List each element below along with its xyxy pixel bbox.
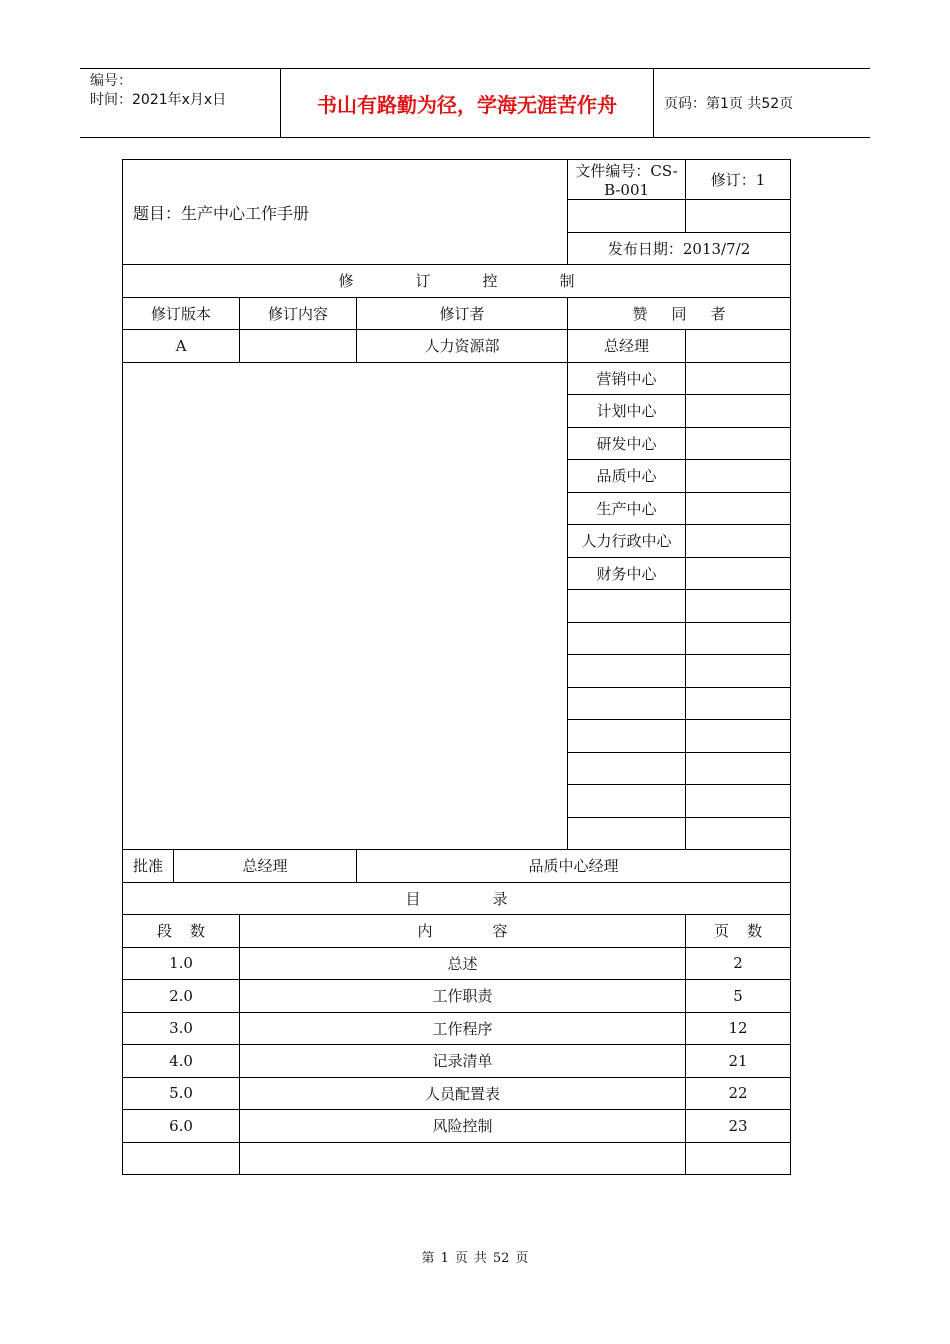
empty-cell [686, 622, 791, 655]
col-reviser: 修订者 [357, 297, 568, 330]
revision-content [240, 330, 357, 363]
footer-text: 页 [454, 1251, 468, 1266]
empty-cell [686, 785, 791, 818]
empty-cell [686, 687, 791, 720]
toc-section: 4.0 [123, 1045, 240, 1078]
approver-char: 者 [710, 304, 726, 323]
approver-char: 赞 [632, 304, 648, 323]
toc-col-section [123, 915, 240, 948]
heading-char: 制 [559, 272, 575, 291]
toc-row [123, 1142, 791, 1175]
toc-page: 2 [686, 947, 791, 980]
empty-cell [686, 817, 791, 850]
time-label: 时间：2021年x月x日 [90, 92, 227, 108]
toc-row [123, 1077, 791, 1110]
approver-name: 生产中心 [568, 492, 686, 525]
empty-cell [568, 785, 686, 818]
approver-name: 品质中心 [568, 460, 686, 493]
toc-row [123, 947, 791, 980]
signature-cell [686, 330, 791, 363]
toc-row [123, 980, 791, 1013]
heading-char: 控 [482, 272, 498, 291]
empty-cell [568, 655, 686, 688]
footer-total-pages: 52 [492, 1251, 510, 1266]
empty-cell [686, 752, 791, 785]
toc-content: 人员配置表 [240, 1077, 686, 1110]
approve-gm: 总经理 [174, 850, 357, 883]
toc-content: 工作职责 [240, 980, 686, 1013]
toc-col-page [686, 915, 791, 948]
signature-cell [686, 427, 791, 460]
header-slogan: 书山有路勤为径，学海无涯苦作舟 [281, 69, 654, 137]
empty-cell [686, 200, 791, 233]
approver-name: 计划中心 [568, 395, 686, 428]
toc-col-char: 数 [190, 922, 206, 941]
empty-cell [568, 817, 686, 850]
header-meta [80, 69, 281, 137]
toc-section: 2.0 [123, 980, 240, 1013]
footer-text: 页 [515, 1251, 529, 1266]
revision-blank-area [123, 362, 568, 850]
signature-cell [686, 362, 791, 395]
toc-section: 5.0 [123, 1077, 240, 1110]
empty-cell [568, 622, 686, 655]
revision-number: 修订：1 [686, 160, 791, 200]
heading-char: 订 [415, 272, 431, 291]
signature-cell [686, 557, 791, 590]
heading-char: 修 [338, 272, 354, 291]
footer-text: 共 [473, 1251, 487, 1266]
toc-content: 风险控制 [240, 1110, 686, 1143]
toc-col-char: 数 [747, 922, 763, 941]
empty-cell [568, 752, 686, 785]
toc-row [123, 1045, 791, 1078]
signature-cell [686, 525, 791, 558]
approver-name: 人力行政中心 [568, 525, 686, 558]
toc-heading-char: 目 [405, 889, 421, 908]
toc-col-char: 容 [492, 922, 508, 941]
page-header [80, 68, 870, 138]
approve-qc: 品质中心经理 [357, 850, 791, 883]
empty-cell [686, 720, 791, 753]
toc-page: 23 [686, 1110, 791, 1143]
toc-col-char: 页 [714, 922, 730, 941]
toc-page: 21 [686, 1045, 791, 1078]
revision-reviser: 人力资源部 [357, 330, 568, 363]
toc-content: 总述 [240, 947, 686, 980]
empty-cell [568, 200, 686, 233]
signature-cell [686, 395, 791, 428]
page-footer [0, 1247, 950, 1266]
approve-label: 批准 [123, 850, 174, 883]
file-number: 文件编号：CS-B-001 [568, 160, 686, 200]
approver-name: 总经理 [568, 330, 686, 363]
empty-cell [568, 590, 686, 623]
toc-page: 12 [686, 1012, 791, 1045]
toc-page: 5 [686, 980, 791, 1013]
empty-cell [123, 1142, 240, 1175]
empty-cell [240, 1142, 686, 1175]
empty-cell [686, 590, 791, 623]
approver-name: 研发中心 [568, 427, 686, 460]
toc-section: 1.0 [123, 947, 240, 980]
col-version: 修订版本 [123, 297, 240, 330]
revision-version: A [123, 330, 240, 363]
approver-char: 同 [671, 304, 687, 323]
toc-col-char: 内 [417, 922, 433, 941]
signature-cell [686, 460, 791, 493]
toc-content: 记录清单 [240, 1045, 686, 1078]
empty-cell [686, 655, 791, 688]
toc-page: 22 [686, 1077, 791, 1110]
approver-name: 营销中心 [568, 362, 686, 395]
signature-cell [686, 492, 791, 525]
toc-heading [123, 882, 791, 915]
toc-col-content [240, 915, 686, 948]
approver-name: 财务中心 [568, 557, 686, 590]
col-approver [568, 297, 791, 330]
toc-row [123, 1110, 791, 1143]
col-content: 修订内容 [240, 297, 357, 330]
footer-page-number: 1 [440, 1251, 449, 1266]
empty-cell [568, 720, 686, 753]
document-title: 题目：生产中心工作手册 [123, 160, 568, 265]
number-label: 编号： [90, 73, 132, 89]
toc-row [123, 1012, 791, 1045]
revision-control-heading [123, 265, 791, 298]
empty-cell [568, 687, 686, 720]
toc-section: 6.0 [123, 1110, 240, 1143]
footer-text: 第 [421, 1251, 435, 1266]
toc-section: 3.0 [123, 1012, 240, 1045]
header-page-info: 页码：第1页 共52页 [664, 96, 794, 112]
empty-cell [686, 1142, 791, 1175]
toc-col-char: 段 [156, 922, 172, 941]
toc-heading-char: 录 [492, 889, 508, 908]
release-date: 发布日期：2013/7/2 [568, 232, 791, 265]
toc-content: 工作程序 [240, 1012, 686, 1045]
document-control-table [122, 159, 791, 1175]
